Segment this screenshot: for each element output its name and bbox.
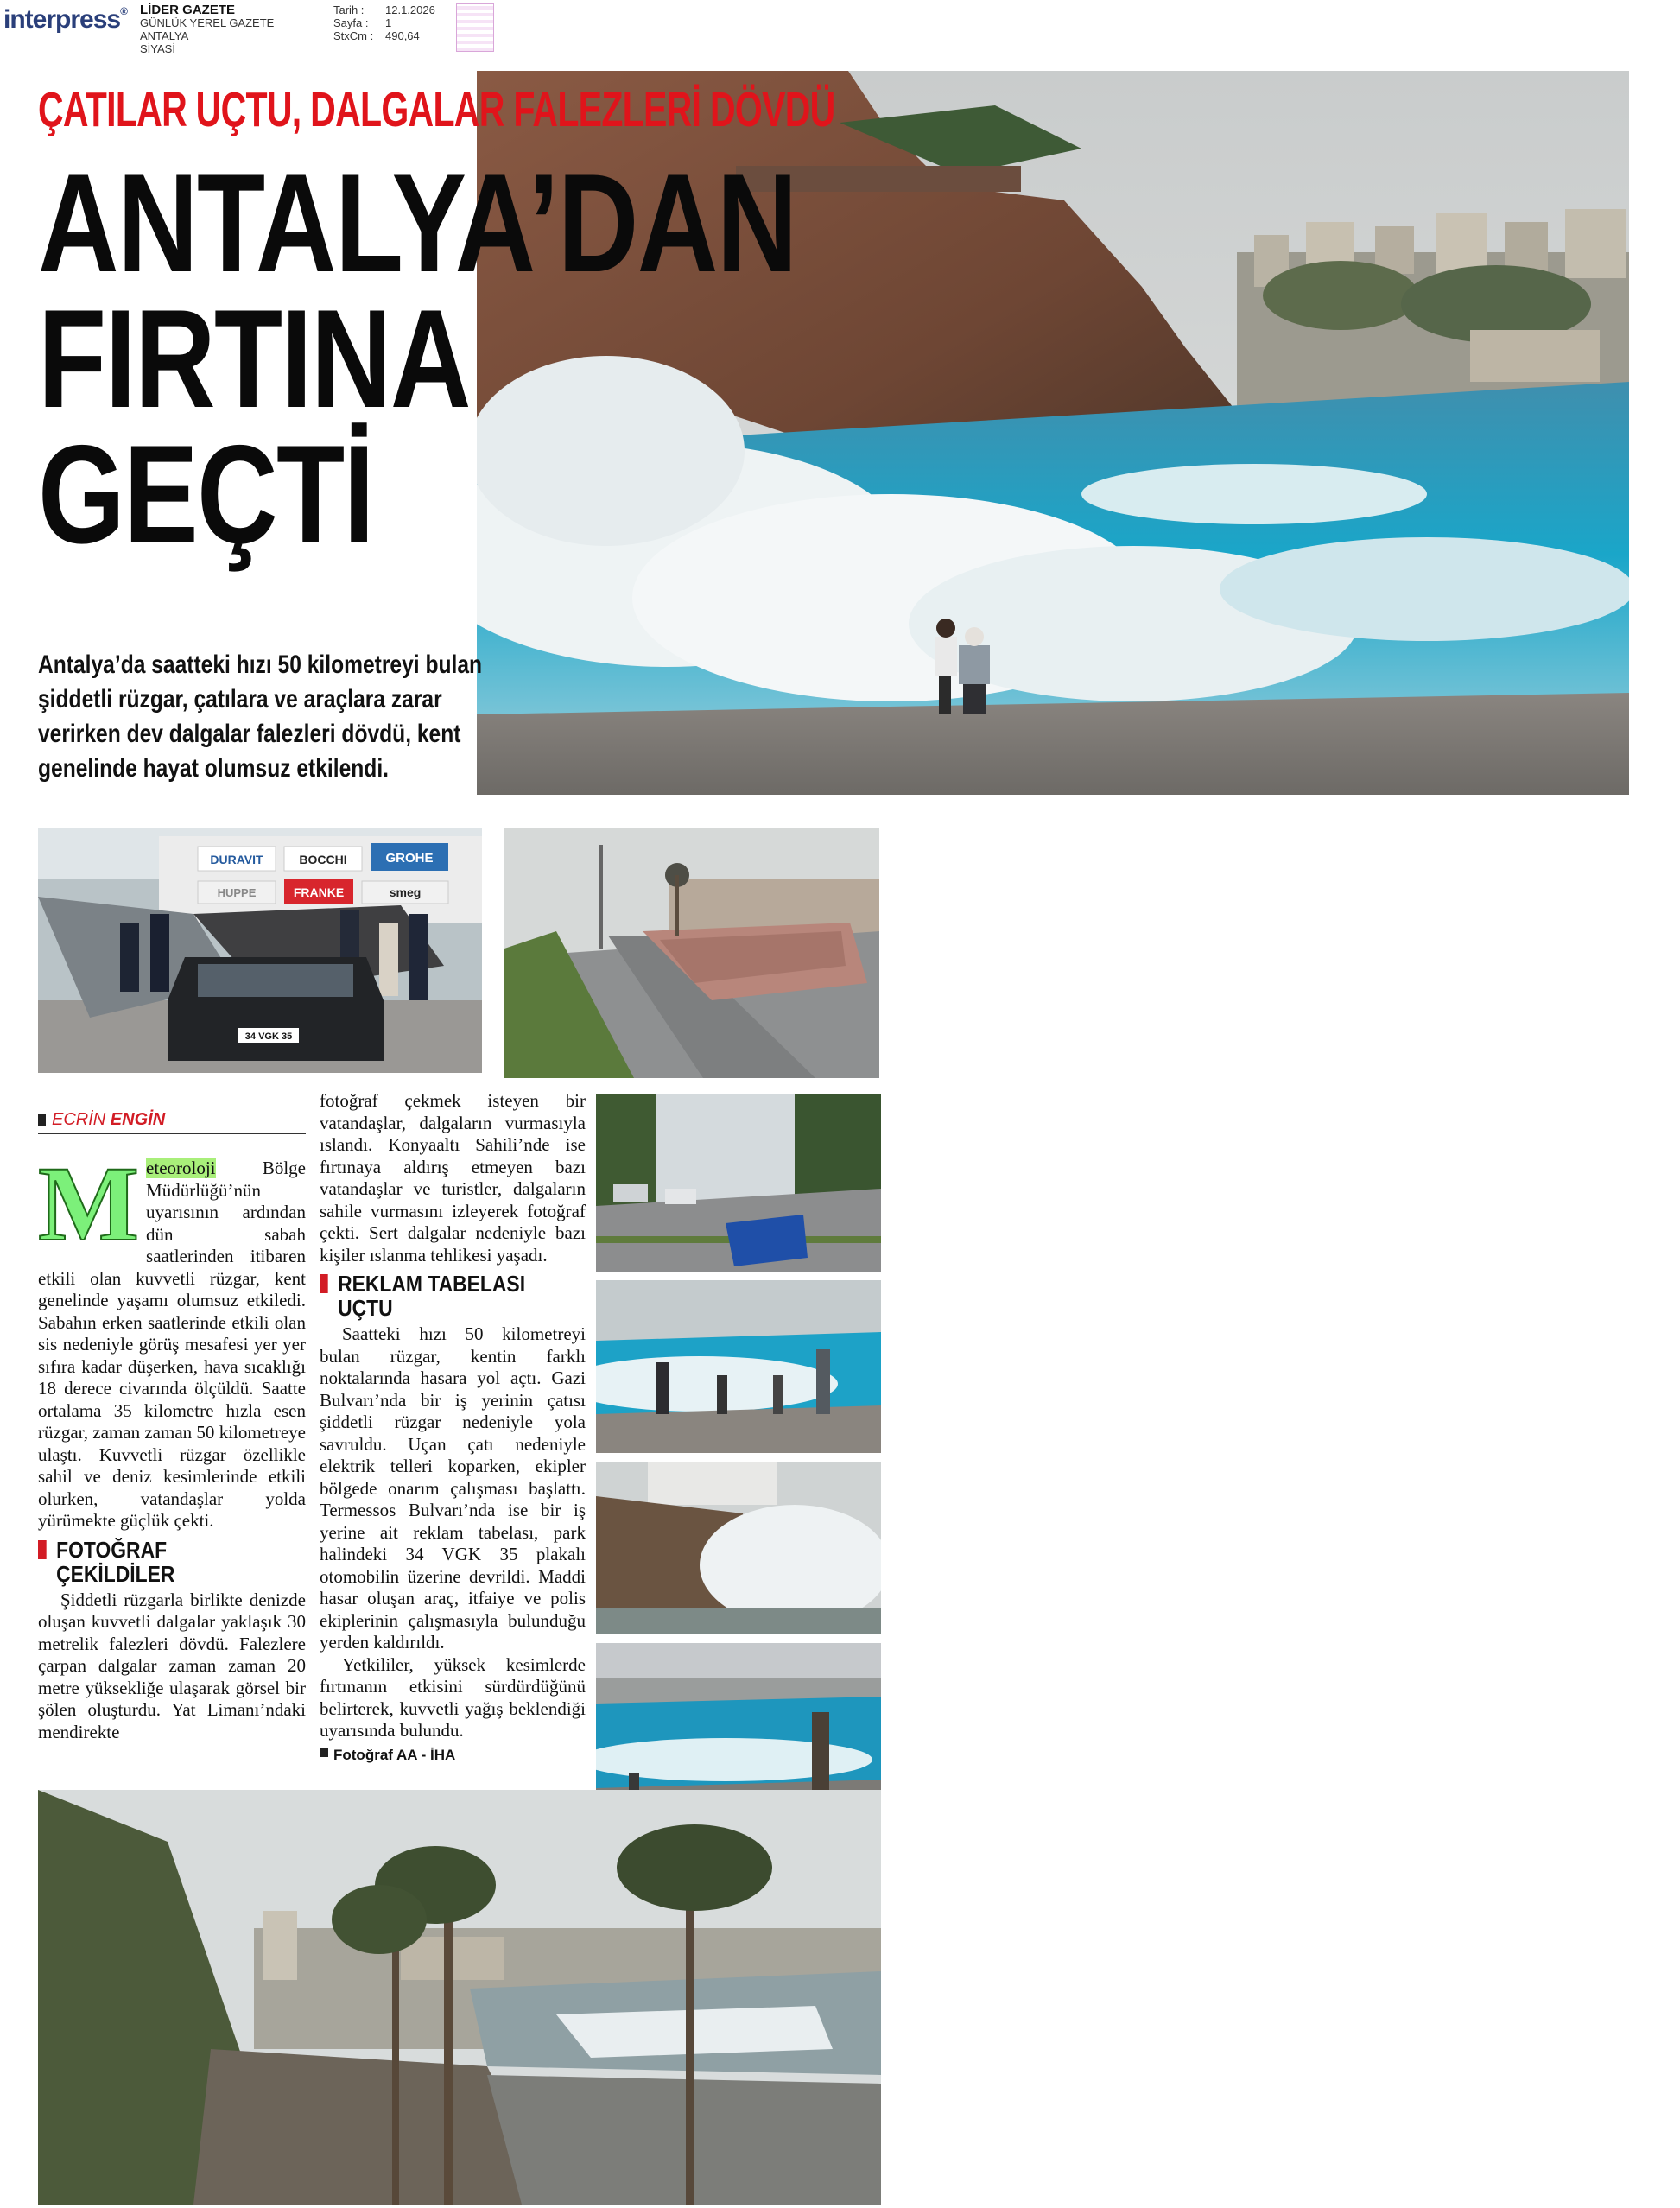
publication-name: LİDER GAZETE [140,3,236,17]
article-column-1 [38,1145,306,1743]
sign-huppe: HUPPE [217,886,257,899]
headline-line-3: GEÇTİ [38,416,374,574]
page-value: 1 [385,16,392,29]
date-value: 12.1.2026 [385,3,435,16]
intro-paragraph [38,1145,306,1532]
photo-sign-on-car [38,828,482,1073]
intro-text: Bölge Müdürlüğü’nün uyarısının ardından dün sabah saatlerinden itibaren etkili olan kuvvetli rüzgar, kent genelinde yaşamı olumsuz etkiledi. Sabahın erken saatlerinde etkili olan sis nedeniyle görüş mesafesi yer yer sıfıra kadar düşerken, hava sıcaklığı 18 derece civarında ölçüldü. Saatte ortalama 35 kilometre hızla esen rüzgar, zaman zaman 50 kilometreye ulaştı. Kuvvetli rüzgar özellikle sahil ve deniz kesimlerinde etkili olurken, vatandaşlar yolda yürümekte güçlük çekti. [38,1158,306,1531]
photo-waves-cliff [596,1462,881,1634]
main-headline [38,145,796,574]
subhead-sign: REKLAM TABELASI UÇTU [320,1272,554,1320]
sign-duravit: DURAVIT [210,853,263,866]
photo-overturned-bin [596,1094,881,1272]
byline [38,1110,306,1134]
publication-category: SİYASİ [140,42,175,55]
interpress-logo: interpress® [3,5,127,34]
clipping-header [0,0,518,57]
subhead-photo: FOTOĞRAF ÇEKİLDİLER [38,1538,274,1586]
sign-bocchi: BOCCHI [299,853,347,866]
license-plate: 34 VGK 35 [244,1031,293,1042]
publication-info [140,3,274,55]
paragraph-2: Şiddetli rüzgarla birlikte denizde oluşan kuvvetli dalgalar yaklaşık 30 metrelik falezleri dövdü. Falezlere çarpan dalgalar zaman zaman 20 metre yüksekliğe ulaşarak görsel bir şölen oluşturdu. Yat Limanı’ndaki mendirekte [38,1589,306,1742]
date-label: Tarih : [333,3,365,16]
kicker-headline: ÇATILAR UÇTU, DALGALAR FALEZLERİ DÖVDÜ [38,82,835,137]
clipping-meta [333,3,435,42]
sign-smeg: smeg [389,885,422,899]
publication-city: ANTALYA [140,29,189,42]
paragraph-4: Yetkililer, yüksek kesimlerde fırtınanın etkisini sürdürdüğünü belirterek, kuvvetli yağış beklendiği uyarısında bulundu. [320,1653,586,1741]
page-label: Sayfa : [333,16,369,29]
byline-last-name: ENGİN [110,1110,166,1129]
area-label: StxCm : [333,29,374,42]
headline-line-1: ANTALYA’DAN [38,145,796,301]
deck-summary: Antalya’da saatteki hızı 50 kilometreyi bulan şiddetli rüzgar, çatılara ve araçlara zarar verirken dev dalgalar falezleri dövdü, kent genelinde hayat olumsuz etkilendi. [38,650,483,783]
article-column-2 [320,1090,586,1766]
photo-palm-trees [38,1790,881,2205]
photo-roof-on-road [504,828,879,1078]
paragraph-3: Saatteki hızı 50 kilometreyi bulan rüzgar, kentin farklı noktalarında hasara yol açtı. Gazi Bulvarı’nda bir iş yerinin çatısı şiddetli rüzgar nedeniyle yola savruldu. Uçan çatı nedeniyle elektrik telleri koparken, ekipler bölgede onarım çalışması başlattı. Termessos Bulvarı’nda ise bir iş yerine ait reklam tabelası, park halindeki 34 VGK 35 plakalı otomobilin üzerine devrildi. Maddi hasar oluşan araç, itfaiye ve polis ekiplerinin çalışmasıyla bulunduğu yerden kaldırıldı. [320,1323,586,1653]
headline-line-2: FIRTINA [38,281,470,438]
photo-people-beach [596,1280,881,1453]
barcode-stamp [456,3,494,52]
sign-franke: FRANKE [293,885,345,899]
photo-credit: Fotoğraf AA - İHA [320,1744,586,1767]
drop-cap: M [38,1145,140,1263]
highlighted-word: eteoroloji [146,1158,216,1178]
publication-type: GÜNLÜK YEREL GAZETE [140,16,275,29]
area-value: 490,64 [385,29,420,42]
paragraph-2-continued: fotoğraf çekmek isteyen bir vatandaşlar, dalgaların vurmasıyla ıslandı. Konyaaltı Sahili’nde ise fırtınaya aldırış etmeyen bazı vatandaşlar ve turistler, dalgaların sahile vurmasını izleyerek fotoğraf çekti. Sert dalgalar nedeniyle bazı kişiler ıslanma tehlikesi yaşadı. [320,1090,586,1266]
byline-first-name: ECRİN [52,1110,106,1129]
sign-grohe: GROHE [385,851,434,866]
